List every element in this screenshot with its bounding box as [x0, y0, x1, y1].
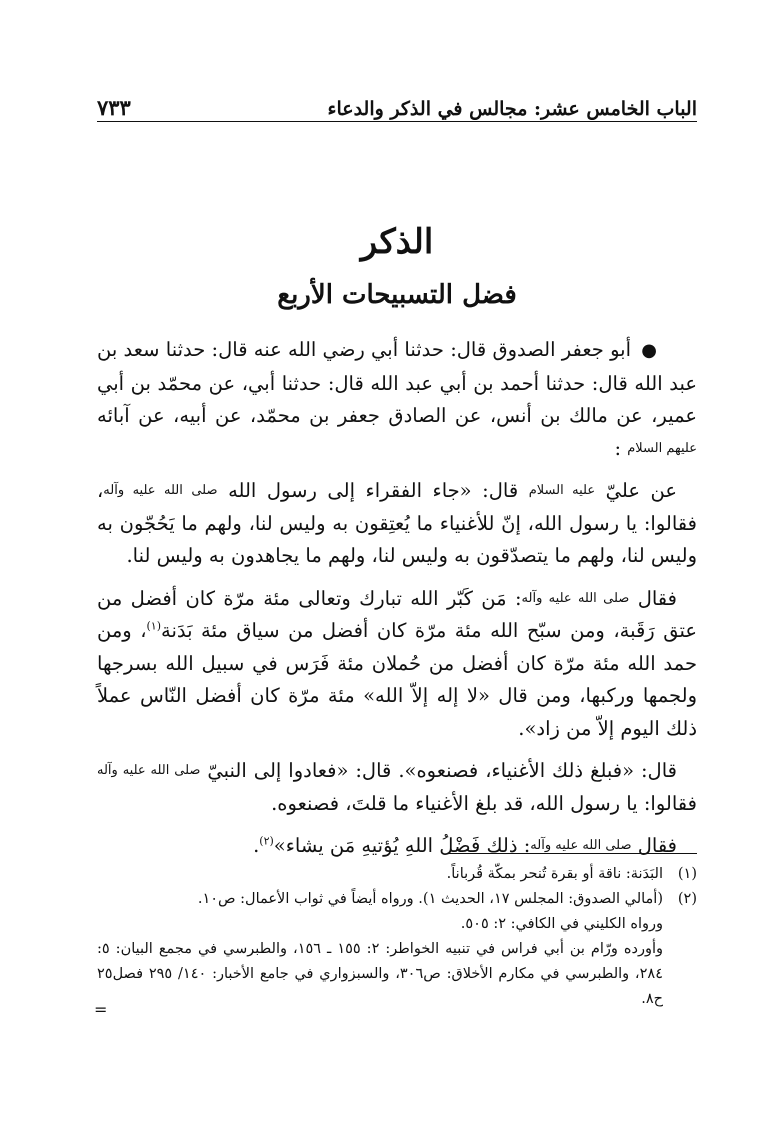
- footnote-number: (٢): [677, 891, 697, 907]
- footnote-ref-1[interactable]: (١): [146, 619, 162, 633]
- running-title: الباب الخامس عشر: مجالس في الذكر والدعاء: [327, 98, 697, 120]
- honorific-alayhim: عليهم السلام: [627, 440, 697, 456]
- footnotes: [97, 862, 697, 1012]
- honorific-saw: صلى الله عليه وآله: [97, 763, 201, 778]
- hadith-text: قال: «جاء الفقراء إلى رسول الله: [228, 479, 519, 502]
- footnote-body: [97, 862, 663, 887]
- paragraph-hadith-4: [97, 830, 697, 863]
- footnote-line: ورواه الكليني في الكافي: ٢: ٥٠٥.: [460, 916, 663, 932]
- footnote-line: وأورده ورّام بن أبي فراس في تنبيه الخواطر: ٢: ١٥٥ ـ ١٥٦، والطبرسي في مجمع البيان: ٥: ٢٨٤، والطبرسي في مكارم الأخلاق: ص٣٠٦، والسبزواري في جامع الأخبار: ١٤٠/ ٢٩٥ فصل٢٥ ح٨.: [97, 941, 664, 1007]
- page-number: ٧٣٣: [97, 95, 131, 120]
- footnote-ref-2[interactable]: (٢): [259, 834, 274, 848]
- paragraph-isnad: [97, 334, 697, 465]
- footnote-number: (١): [677, 866, 697, 882]
- hadith-text: ، ومن حمد الله مئة مرّة كان أفضل من حُملان مئة فَرَس في سبيل الله بسرجها ولجمها وركبها، ومن قال «لا إله إلاّ الله» مئة مرّة كان أفضل النّاس عملاً ذلك اليوم إلاّ من زاد».: [97, 619, 697, 740]
- honorific-saw: صلى الله عليه وآله: [530, 838, 632, 853]
- section-title: الذكر: [360, 222, 434, 262]
- hadith-text: فقالوا: يا رسول الله، قد بلغ الأغنياء ما قلتَ، فصنعوه.: [271, 791, 697, 815]
- paragraph-hadith-1: [97, 475, 697, 573]
- hadith-text: عن عليّ: [605, 479, 678, 502]
- isnad-end: :: [614, 436, 622, 460]
- paragraph-hadith-3: [97, 755, 697, 820]
- hadith-text: .: [253, 834, 260, 857]
- isnad-text: أبو جعفر الصدوق قال: حدثنا أبي رضي الله عنه قال: حدثنا سعد بن عبد الله قال: حدثنا أحمد بن أبي عبد الله قال: حدثنا أبي، عن محمّد بن أبي عمير، عن مالك بن أنس، عن الصادق جعفر بن محمّد، عن أبيه، عن آبائه: [97, 338, 697, 427]
- hadith-text: فقال: [637, 586, 677, 610]
- continuation-mark: =: [94, 1000, 108, 1019]
- footnote-body: [97, 887, 663, 1012]
- header-rule: [97, 121, 697, 122]
- honorific-alayh: عليه السلام: [528, 483, 596, 498]
- hadith-text: : ذلك فَضْلُ اللهِ يُؤتيهِ مَن يشاء»: [273, 834, 531, 857]
- hadith-text: قال: «فبلغ ذلك الأغنياء، فصنعوه». قال: «فعادوا إلى النبيّ: [207, 759, 677, 782]
- paragraph-hadith-2: [97, 583, 697, 746]
- footnote-1: [97, 862, 697, 887]
- bullet-icon: ●: [641, 340, 657, 361]
- hadith-text: ، فقالوا: يا رسول الله، إنّ للأغنياء ما يُعتِقون به وليس لنا، ولهم ما يَحُجّون به وليس لنا، ولهم ما يتصدّقون به وليس لنا، ولهم ما يجاهدون به وليس لنا.: [97, 479, 697, 567]
- body-text: [97, 334, 697, 873]
- hadith-text: : مَن كَبّر الله تبارك وتعالى مئة مرّة كان أفضل من عتق رَقَبة، ومن سبّح الله مئة مرّة كان أفضل من سياق مئة بَدَنة: [97, 586, 697, 642]
- honorific-saw: صلى الله عليه وآله: [521, 590, 630, 606]
- footnote-line: البَدَنة: ناقة أو بقرة تُنحر بمكّة قُرباناً.: [446, 866, 663, 882]
- honorific-saw: صلى الله عليه وآله: [103, 483, 218, 498]
- footnote-line: (أمالي الصدوق: المجلس ١٧، الحديث ١). ورواه أيضاً في ثواب الأعمال: ص١٠.: [197, 891, 663, 907]
- running-header: [97, 84, 697, 120]
- hadith-text: فقال: [637, 834, 677, 857]
- subsection-title: فضل التسبيحات الأربع: [277, 280, 517, 310]
- footnote-2: [97, 887, 697, 1012]
- footnote-rule: [448, 853, 697, 854]
